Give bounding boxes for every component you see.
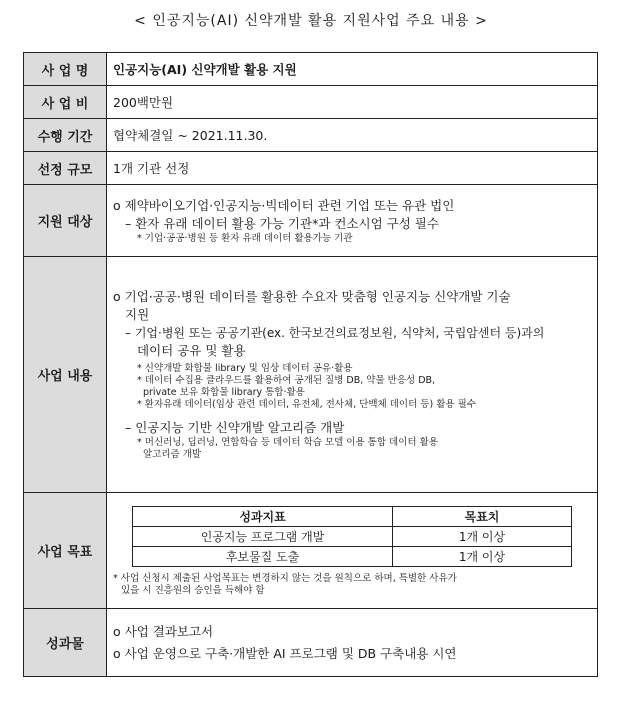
content-line-2b: 데이터 공유 및 활용: [137, 343, 246, 358]
content-note-4: * 머신러닝, 딥러닝, 연합학습 등 데이터 학습 모델 이용 통합 데이터 활용: [137, 437, 438, 448]
row-period: [24, 119, 598, 152]
label-target: 지원 대상: [24, 185, 107, 257]
label-goal: 사업 목표: [24, 493, 107, 609]
content-note-2b: private 보유 화합물 library 통합·활용: [143, 387, 305, 398]
value-period: 협약체결일 ~ 2021.11.30.: [107, 119, 598, 152]
label-budget: 사 업 비: [24, 86, 107, 119]
value-output: [107, 609, 598, 677]
kpi-header-name: 성과지표: [133, 507, 393, 527]
content-note-3: * 환자유래 데이터(임상 관련 데이터, 유전체, 전사체, 단백체 데이터 등) 활용 필수: [137, 399, 476, 410]
value-content: [107, 257, 598, 493]
content-note-2: * 데이터 수집용 클라우드를 활용하여 공개된 질병 DB, 약물 반응성 DB,: [137, 375, 436, 386]
content-note-1: * 신약개발 화합물 library 및 임상 데이터 공유·활용: [137, 363, 353, 374]
content-note-4b: 알고리즘 개발: [143, 449, 202, 460]
value-goal: [107, 493, 598, 609]
program-summary-table: [23, 52, 598, 677]
value-name: 인공지능(AI) 신약개발 활용 지원: [107, 53, 598, 86]
document-title: < 인공지능(AI) 신약개발 활용 지원사업 주요 내용 >: [134, 13, 488, 29]
label-content: 사업 내용: [24, 257, 107, 493]
content-line-1b: 지원: [125, 307, 150, 322]
kpi-target: 1개 이상: [393, 547, 572, 567]
value-budget: 200백만원: [107, 86, 598, 119]
kpi-name: 후보물질 도출: [133, 547, 393, 567]
content-line-2: – 기업·병원 또는 공공기관(ex. 한국보건의료정보원, 식약처, 국립암센터 등)과의: [125, 326, 545, 340]
content-line-1: o 기업·공공·병원 데이터를 활용한 수요자 맞춤형 인공지능 신약개발 기술: [113, 289, 511, 304]
label-name: 사 업 명: [24, 53, 107, 86]
kpi-header-target: 목표치: [393, 507, 572, 527]
row-budget: [24, 86, 598, 119]
output-line-1: o 사업 결과보고서: [113, 623, 214, 639]
value-target: [107, 185, 598, 257]
kpi-name: 인공지능 프로그램 개발: [133, 527, 393, 547]
goal-note-1b: 있을 시 진흥원의 승인을 득해야 함: [121, 585, 265, 596]
row-goal: [24, 493, 598, 609]
kpi-table: [132, 506, 572, 567]
row-scale: [24, 152, 598, 185]
label-scale: 선정 규모: [24, 152, 107, 185]
target-line-2: – 환자 유래 데이터 활용 가능 기관*과 컨소시엄 구성 필수: [125, 215, 439, 231]
content-line-3: – 인공지능 기반 신약개발 알고리즘 개발: [125, 420, 345, 435]
output-line-2: o 사업 운영으로 구축·개발한 AI 프로그램 및 DB 구축내용 시연: [113, 645, 457, 661]
kpi-target: 1개 이상: [393, 527, 572, 547]
target-line-1: o 제약바이오기업·인공지능·빅데이터 관련 기업 또는 유관 법인: [113, 197, 455, 213]
row-name: [24, 53, 598, 86]
goal-note-1: * 사업 신청시 제출된 사업목표는 변경하지 않는 것을 원칙으로 하며, 특별한 사유가: [113, 573, 457, 584]
kpi-row: [133, 547, 572, 567]
target-note-1: * 기업·공공·병원 등 환자 유래 데이터 활용가능 기관: [137, 232, 353, 244]
row-output: [24, 609, 598, 677]
row-content: [24, 257, 598, 493]
value-scale: 1개 기관 선정: [107, 152, 598, 185]
kpi-row: [133, 527, 572, 547]
label-period: 수행 기간: [24, 119, 107, 152]
row-target: [24, 185, 598, 257]
label-output: 성과물: [24, 609, 107, 677]
